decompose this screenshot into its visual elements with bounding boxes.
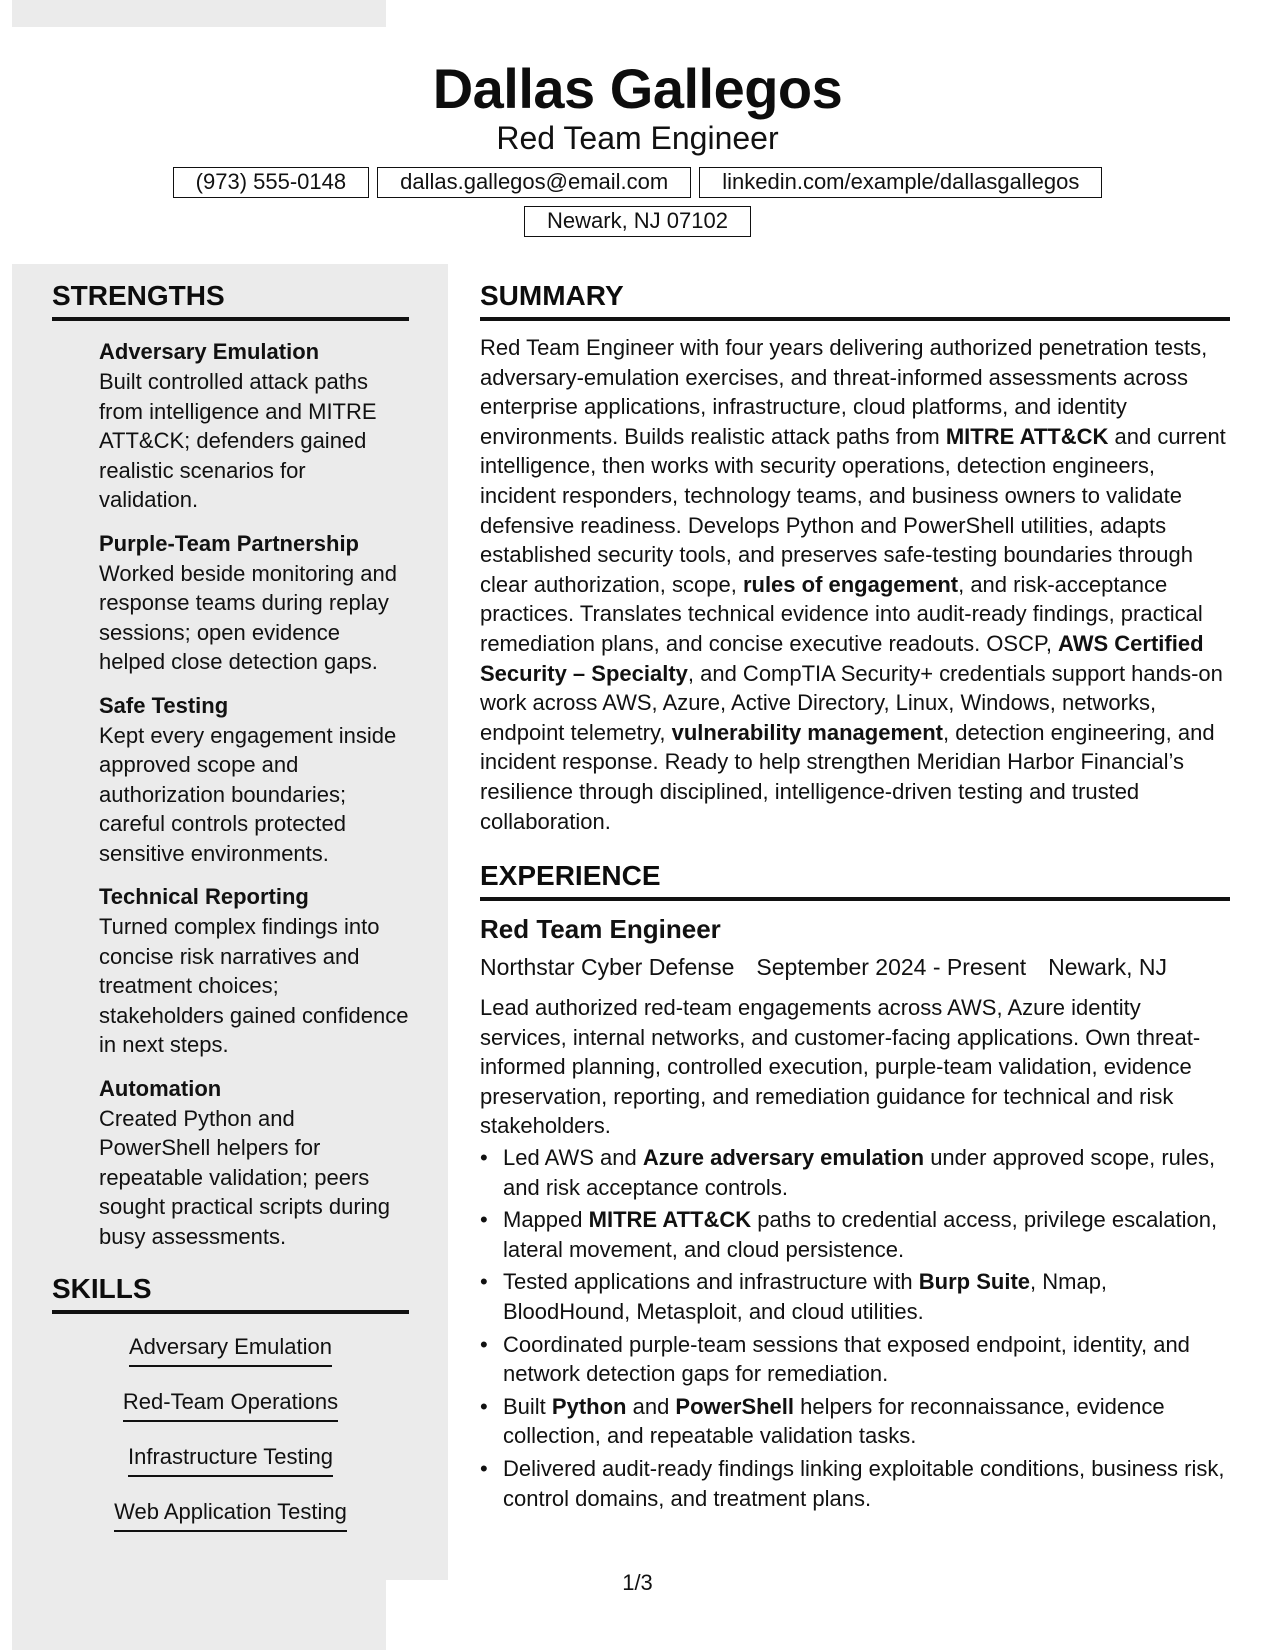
right-column <box>480 280 1230 1516</box>
phone-box: (973) 555-0148 <box>173 167 369 198</box>
left-column <box>52 280 409 1552</box>
summary-part: Red Team Engineer with four years delivering authorized penetration tests, adversary-emulation exercises, and threat-informed assessments across enterprise applications, infrastructure, cloud platforms, and identity environments. Builds realistic attack paths from <box>480 335 1208 449</box>
skill-item <box>52 1497 409 1552</box>
location-box: Newark, NJ 07102 <box>524 206 751 237</box>
page-number: 1/3 <box>622 1570 653 1595</box>
job-company: Northstar Cyber Defense <box>480 954 735 981</box>
bullet-text: Led AWS and <box>503 1145 643 1171</box>
candidate-title: Red Team Engineer <box>496 120 779 156</box>
bullet-bold: MITRE ATT&CK <box>588 1207 752 1233</box>
summary-bold: AWS Certified Security – Specialty <box>480 630 1204 686</box>
summary-text <box>480 321 1230 836</box>
skill-label: Web Application Testing <box>114 1497 347 1532</box>
bullet-item <box>480 1143 1230 1202</box>
skills-heading: SKILLS <box>52 1273 409 1314</box>
strength-description: Built controlled attack paths from intelligence and MITRE ATT&CK; defenders gained realistic scenarios for validation. <box>99 369 377 512</box>
strength-item <box>99 529 409 677</box>
strength-item <box>99 337 409 515</box>
strengths-list <box>52 321 409 1251</box>
experience-heading: EXPERIENCE <box>480 860 1230 901</box>
summary-part: , and risk-acceptance practices. Translates technical evidence into audit-ready findings, practical remediation plans, and concise executive readouts. OSCP, <box>480 571 1203 656</box>
strength-item <box>99 1074 409 1252</box>
strengths-heading: STRENGTHS <box>52 280 409 321</box>
summary-part: , and CompTIA Security+ credentials support hands-on work across AWS, Azure, Active Directory, Linux, Windows, networks, endpoint telemetry, <box>480 660 1223 745</box>
job-meta <box>480 950 1230 984</box>
bullet-bold: Burp Suite <box>918 1269 1031 1295</box>
bullet-item <box>480 1205 1230 1264</box>
contact-row <box>0 167 1275 198</box>
skill-label: Red-Team Operations <box>123 1387 338 1422</box>
strength-title: Adversary Emulation <box>99 339 320 364</box>
summary-bold: rules of engagement <box>742 571 959 597</box>
bullet-text: Delivered audit-ready findings linking exploitable conditions, business risk, control domains, and treatment plans. <box>503 1456 1225 1511</box>
job-description: Lead authorized red-team engagements across AWS, Azure identity services, internal networks, and customer-facing applications. Own threat-informed planning, controlled execution, purple-team validation, evidence preservation, reporting, and remediation guidance for technical and risk stakeholders. <box>480 995 1201 1139</box>
summary-part: , detection engineering, and incident response. Ready to help strengthen Meridian Harbor Financial’s resilience through disciplined, intelligence-driven testing and trusted collaboration. <box>480 719 1215 834</box>
bullet-item <box>480 1330 1230 1389</box>
skill-item <box>52 1332 409 1387</box>
bullet-text: Tested applications and infrastructure with <box>503 1269 919 1295</box>
strength-description: Kept every engagement inside approved scope and authorization boundaries; careful controls protected sensitive environments. <box>99 722 397 866</box>
summary-bold: MITRE ATT&CK <box>945 423 1109 449</box>
summary-heading: SUMMARY <box>480 280 1230 321</box>
bullet-item <box>480 1454 1230 1513</box>
strength-title: Safe Testing <box>99 692 229 718</box>
location-row <box>0 206 1275 237</box>
bullet-bold: Python <box>551 1393 627 1419</box>
skill-item <box>52 1442 409 1497</box>
skill-label: Adversary Emulation <box>129 1332 332 1367</box>
strength-title: Purple-Team Partnership <box>99 530 359 556</box>
job-bullets <box>480 1143 1230 1513</box>
strength-description: Created Python and PowerShell helpers for repeatable validation; peers sought practical scripts during busy assessments. <box>99 1105 391 1249</box>
strength-title: Technical Reporting <box>99 884 309 909</box>
bullet-text: and <box>626 1393 676 1419</box>
skill-item <box>52 1387 409 1442</box>
bullet-bold: Azure adversary emulation <box>642 1145 925 1171</box>
candidate-name: Dallas Gallegos <box>432 57 843 120</box>
strength-description: Turned complex findings into concise risk narratives and treatment choices; stakeholders gained confidence in next steps. <box>99 914 409 1057</box>
linkedin-box: linkedin.com/example/dallasgallegos <box>699 167 1102 198</box>
bullet-text: under approved scope, rules, and risk acceptance controls. <box>503 1145 1216 1200</box>
skill-label: Infrastructure Testing <box>128 1442 333 1477</box>
strength-item <box>99 691 409 869</box>
strength-item <box>99 882 409 1060</box>
bullet-text: Coordinated purple-team sessions that exposed endpoint, identity, and network detection gaps for remediation. <box>503 1331 1190 1387</box>
summary-bold: vulnerability management <box>671 719 944 745</box>
bullet-text: Built <box>503 1393 552 1419</box>
sidebar-background-top <box>12 0 386 27</box>
job-title: Red Team Engineer <box>480 914 721 945</box>
bullet-item <box>480 1267 1230 1326</box>
bullet-text: helpers for reconnaissance, evidence collection, and repeatable validation tasks. <box>503 1393 1165 1449</box>
skills-list <box>52 1314 409 1552</box>
job-dates: September 2024 - Present <box>756 954 1027 981</box>
summary-part: and current intelligence, then works with security operations, detection engineers, incident responders, technology teams, and business owners to validate defensive readiness. Develops Python and PowerShell utilities, adapts established security tools, and preserves safe-testing boundaries through clear authorization, scope, <box>480 423 1226 597</box>
email-box: dallas.gallegos@email.com <box>377 167 691 198</box>
strength-description: Worked beside monitoring and response teams during replay sessions; open evidence helped close detection gaps. <box>99 560 397 674</box>
bullet-text: Mapped <box>503 1207 589 1233</box>
strength-title: Automation <box>99 1075 222 1101</box>
job-location: Newark, NJ <box>1048 954 1168 981</box>
bullet-text: , Nmap, BloodHound, Metasploit, and cloud utilities. <box>503 1269 1108 1325</box>
bullet-text: paths to credential access, privilege escalation, lateral movement, and cloud persistence. <box>503 1207 1218 1262</box>
bullet-bold: PowerShell <box>675 1393 795 1419</box>
bullet-item <box>480 1392 1230 1451</box>
